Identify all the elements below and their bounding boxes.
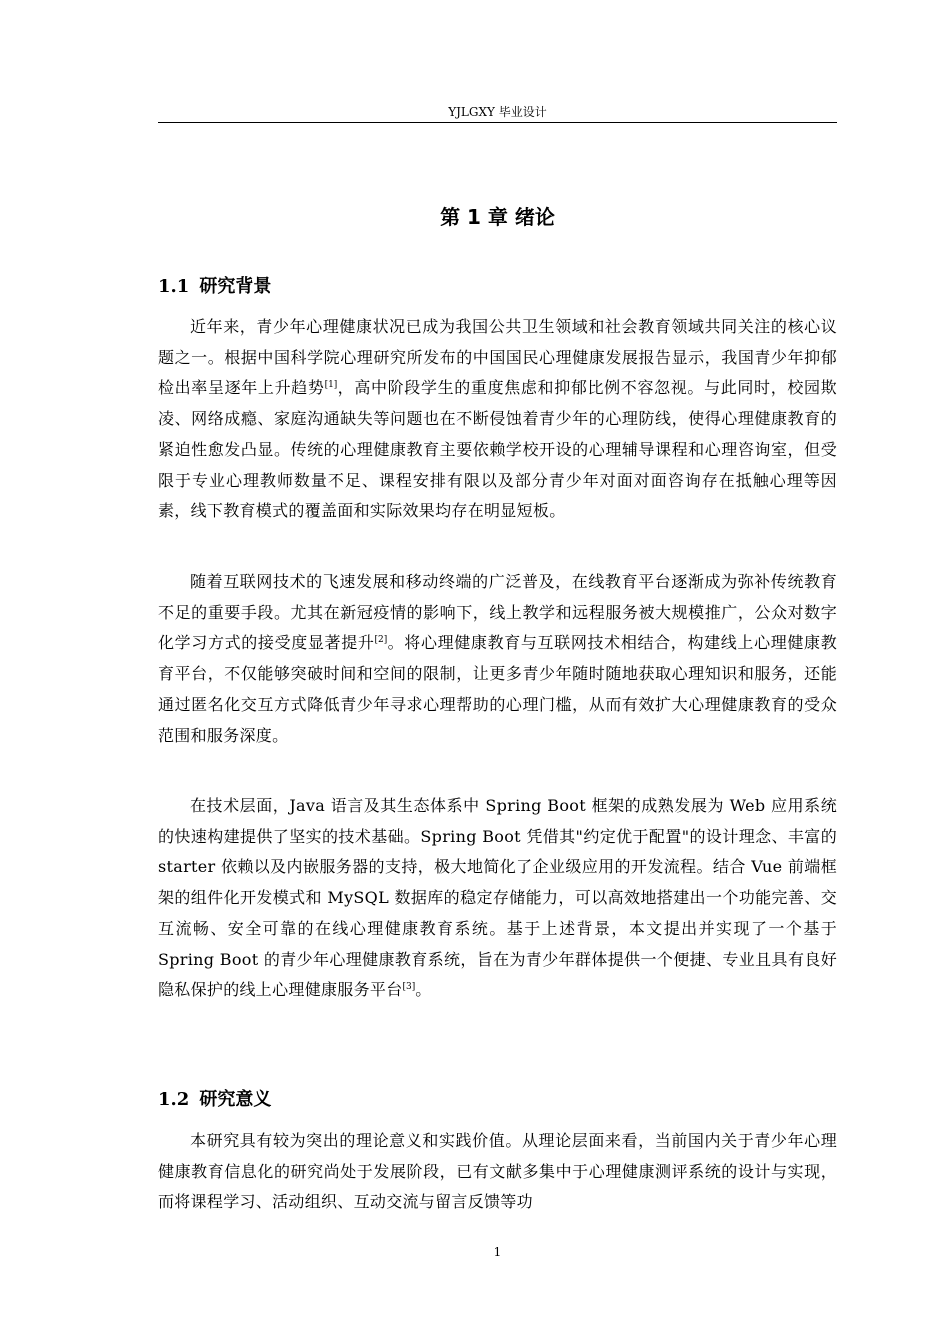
section-heading-1-1: [158, 272, 837, 302]
citation-ref: [3]: [402, 982, 416, 993]
citation-ref: [1]: [324, 380, 338, 391]
page-number: 1: [493, 1245, 502, 1259]
section-number: 1.1: [158, 276, 190, 297]
paragraph-background-3: [158, 791, 837, 1006]
section-number: 1.2: [158, 1089, 190, 1110]
chapter-title: 第 1 章 绪论: [440, 205, 555, 229]
section-title: 研究背景: [199, 276, 272, 297]
header-divider: [158, 122, 837, 123]
paragraph-text: 。: [415, 980, 432, 1000]
paragraph-text: 近年来，青少年心理健康状况已成为我国公共卫生领域和社会教育领域共同关注的核心议题之一。根据中国科学院心理研究所发布的中国国民心理健康发展报告显示，我国青少年抑郁检出率呈逐年上升趋势: [158, 317, 837, 398]
paragraph-background-1: [158, 312, 837, 527]
section-title: 研究意义: [199, 1089, 272, 1110]
section-heading-1-2: [158, 1085, 837, 1115]
paragraph-text: 随着互联网技术的飞速发展和移动终端的广泛普及，在线教育平台逐渐成为弥补传统教育不足的重要手段。尤其在新冠疫情的影响下，线上教学和远程服务被大规模推广，公众对数字化学习方式的接受度显著提升: [158, 572, 837, 653]
paragraph-text: ，高中阶段学生的重度焦虑和抑郁比例不容忽视。与此同时，校园欺凌、网络成瘾、家庭沟通缺失等问题也在不断侵蚀着青少年的心理防线，使得心理健康教育的紧迫性愈发凸显。传统的心理健康教育主要依赖学校开设的心理辅导课程和心理咨询室，但受限于专业心理教师数量不足、课程安排有限以及部分青少年对面对面咨询存在抵触心理等因素，线下教育模式的覆盖面和实际效果均存在明显短板。: [158, 378, 837, 521]
paragraph-text: 在技术层面，Java 语言及其生态体系中 Spring Boot 框架的成熟发展为 Web 应用系统的快速构建提供了坚实的技术基础。Spring Boot 凭借其"约定优于配置"的设计理念、丰富的 starter 依赖以及内嵌服务器的支持，极大地简化了企业级应用的开发流程。结合 Vue 前端框架的组件化开发模式和 MySQL 数据库的稳定存储能力，可以高效地搭建出一个功能完善、交互流畅、安全可靠的在线心理健康教育系统。基于上述背景，本文提出并实现了一个基于 Spring Boot 的青少年心理健康教育系统，旨在为青少年群体提供一个便捷、专业且具有良好隐私保护的线上心理健康服务平台: [158, 796, 837, 1000]
citation-ref: [2]: [374, 635, 388, 646]
paragraph-text: 。将心理健康教育与互联网技术相结合，构建线上心理健康教育平台，不仅能够突破时间和空间的限制，让更多青少年随时随地获取心理知识和服务，还能通过匿名化交互方式降低青少年寻求心理帮助的心理门槛，从而有效扩大心理健康教育的受众范围和服务深度。: [158, 633, 837, 745]
paragraph-significance-1: [158, 1126, 837, 1218]
paragraph-text: 本研究具有较为突出的理论意义和实践价值。从理论层面来看，当前国内关于青少年心理健康教育信息化的研究尚处于发展阶段，已有文献多集中于心理健康测评系统的设计与实现，而将课程学习、活动组织、互动交流与留言反馈等功: [158, 1131, 837, 1212]
paragraph-background-2: [158, 567, 837, 751]
running-header: YJLGXY 毕业设计: [448, 105, 547, 119]
